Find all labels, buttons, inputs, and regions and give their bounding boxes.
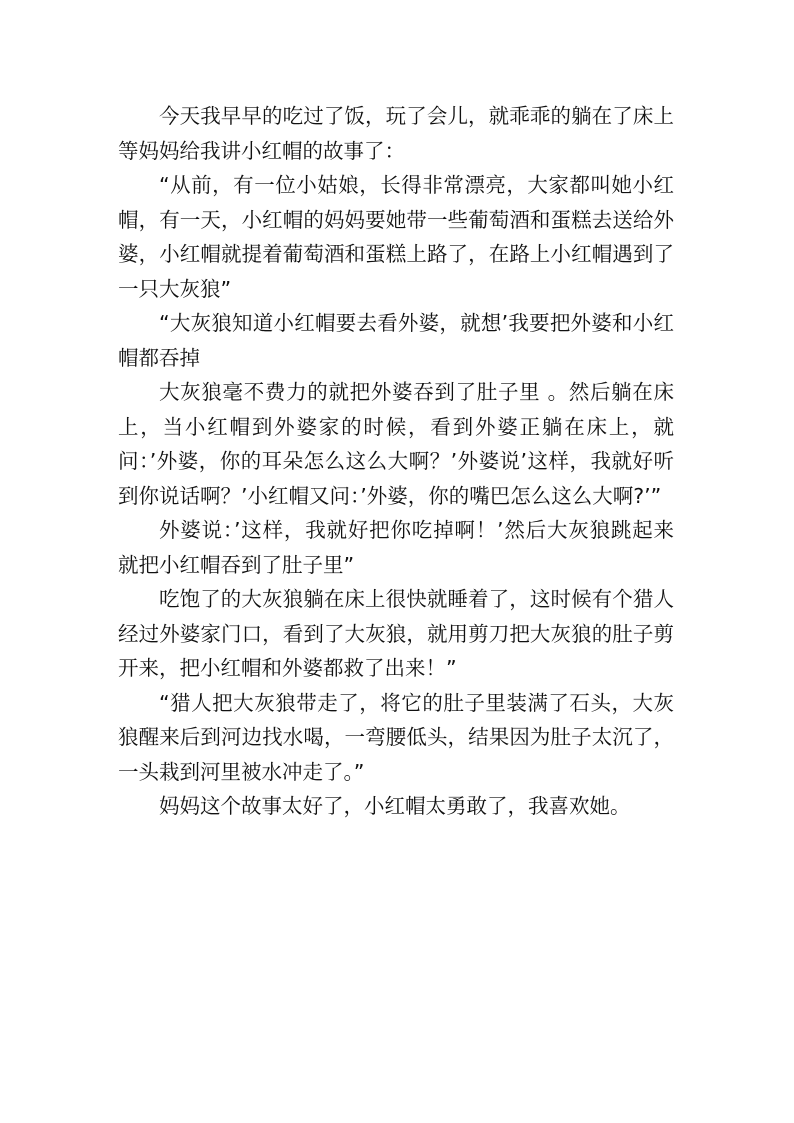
story-text <box>118 99 674 824</box>
paragraph-8: 妈妈这个故事太好了，小红帽太勇敢了，我喜欢她。 <box>159 794 631 818</box>
paragraph-4: 大灰狼毫不费力的就把外婆吞到了肚子里 。然后躺在床上，当小红帽到外婆家的时候，看到外婆正躺在床上，就问：’外婆，你的耳朵怎么这么大啊？’外婆说’这样，我就好听到你说话啊？’小红帽又问：’外婆，你的嘴巴怎么这么大啊?’” <box>118 380 674 508</box>
paragraph-2: “从前，有一位小姑娘，长得非常漂亮，大家都叫她小红帽，有一天，小红帽的妈妈要她带一些葡萄酒和蛋糕去送给外婆，小红帽就提着葡萄酒和蛋糕上路了，在路上小红帽遇到了一只大灰狼” <box>118 173 674 301</box>
paragraph-6: 吃饱了的大灰狼躺在床上很快就睡着了，这时候有个猎人经过外婆家门口，看到了大灰狼，就用剪刀把大灰狼的肚子剪开来，把小红帽和外婆都救了出来！” <box>118 587 674 680</box>
paragraph-7: “猎人把大灰狼带走了，将它的肚子里装满了石头，大灰狼醒来后到河边找水喝，一弯腰低头，结果因为肚子太沉了，一头栽到河里被水冲走了。” <box>118 690 674 784</box>
paragraph-5: 外婆说：’这样，我就好把你吃掉啊！’然后大灰狼跳起来就把小红帽吞到了肚子里” <box>118 518 674 577</box>
paragraph-1: 今天我早早的吃过了饭，玩了会儿，就乖乖的躺在了床上等妈妈给我讲小红帽的故事了： <box>118 104 674 163</box>
paragraph-3: “大灰狼知道小红帽要去看外婆，就想’我要把外婆和小红帽都吞掉 <box>118 311 674 370</box>
